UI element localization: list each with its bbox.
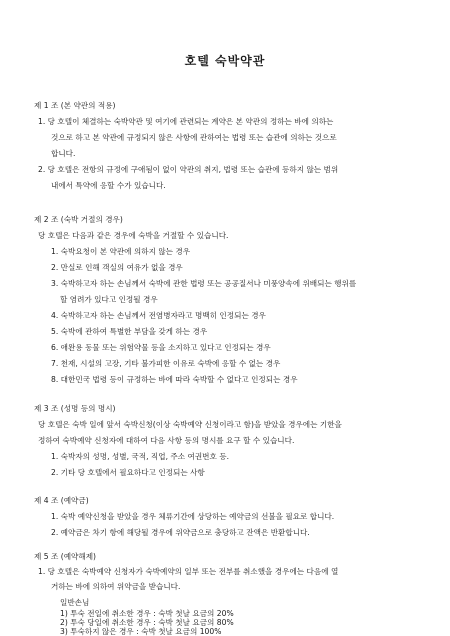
article-1-clause-2-line-2: 내에서 특약에 응할 수가 있습니다. xyxy=(51,181,166,190)
article-2-heading: 제 2 조 (숙박 거절의 경우) xyxy=(34,215,123,224)
article-1-clause-1-line-2: 것으로 하고 본 약관에 규정되지 않은 사항에 관하여는 법령 또는 습관에 의하는 것으로 xyxy=(51,133,337,142)
article-3-item: 2. 기타 당 호텔에서 필요하다고 인정되는 사항 xyxy=(51,468,205,477)
article-5-heading: 제 5 조 (예약해제) xyxy=(34,552,97,561)
article-5-clause-1-line-2: 거하는 바에 의하여 위약금을 받습니다. xyxy=(51,582,181,591)
article-5-sub-item: 3) 투숙하지 않은 경우 : 숙박 첫날 요금의 100% xyxy=(60,627,222,636)
article-5-sub-item: 2) 투숙 당일에 취소한 경우 : 숙박 첫날 요금의 80% xyxy=(60,618,234,627)
article-2-item: 8. 대한민국 법령 등이 규정하는 바에 따라 숙박할 수 없다고 인정되는 경우 xyxy=(51,375,298,384)
article-3-item: 1. 숙박자의 성명, 성별, 국적, 직업, 주소 여권번호 등. xyxy=(51,452,229,461)
article-1-clause-2-line-1: 2. 당 호텔은 전항의 규정에 구애됨이 없이 약관의 취지, 법령 또는 습관에 등하지 않는 범위 xyxy=(38,165,339,174)
article-4-item: 1. 숙박 예약신청을 받았을 경우 체류기간에 상당하는 예약금의 선불을 필요로 합니다. xyxy=(51,512,335,521)
article-3-intro-line-1: 당 호텔은 숙박 일에 앞서 숙박신청(이상 숙박예약 신청이라고 함)을 받았을 경우에는 기한을 xyxy=(38,420,342,429)
article-4-heading: 제 4 조 (예약금) xyxy=(34,496,89,505)
article-4-item: 2. 예약금은 차기 항에 해당될 경우에 위약금으로 충당하고 잔액은 반환합니다. xyxy=(51,528,310,537)
article-2-intro: 당 호텔은 다음과 같은 경우에 숙박을 거절할 수 있습니다. xyxy=(38,231,229,240)
article-2-item-continuation: 할 염려가 있다고 인정될 경우 xyxy=(60,295,158,304)
article-1-clause-1-line-1: 1. 당 호텔이 체결하는 숙박약관 및 여기에 관련되는 계약은 본 약관의 정하는 바에 의하는 xyxy=(38,117,334,126)
article-1-clause-1-line-3: 합니다. xyxy=(51,149,76,158)
article-5-sub-item: 1) 투숙 전일에 취소한 경우 : 숙박 첫날 요금의 20% xyxy=(60,609,234,618)
article-2-item: 1. 숙박요청이 본 약관에 의하지 않는 경우 xyxy=(51,247,191,256)
article-3-heading: 제 3 조 (성명 등의 명시) xyxy=(34,404,116,413)
article-2-item: 5. 숙박에 관하여 특별한 부담을 갖게 하는 경우 xyxy=(51,327,208,336)
article-2-item: 2. 만실로 인해 객실의 여유가 없을 경우 xyxy=(51,263,183,272)
article-5-clause-1-line-1: 1. 당 호텔은 숙박예약 신청자가 숙박예약의 일부 또는 전부를 취소했을 경우에는 다음에 열 xyxy=(38,567,339,576)
article-2-item: 7. 천재, 시설의 고장, 기타 불가피한 이유로 숙박에 응할 수 없는 경우 xyxy=(51,359,281,368)
article-2-item: 4. 숙박하고자 하는 손님께서 전염병자라고 명백히 인정되는 경우 xyxy=(51,311,266,320)
article-3-intro-line-2: 정하여 숙박예약 신청자에 대하여 다음 사항 등의 명시를 요구 할 수 있습니다. xyxy=(38,436,295,445)
article-2-item: 3. 숙박하고자 하는 손님께서 숙박에 관한 법령 또는 공공질서나 미풍양속에 위배되는 행위를 xyxy=(51,279,357,288)
article-1-heading: 제 1 조 (본 약관의 적용) xyxy=(34,101,116,110)
article-2-item: 6. 애완용 동물 또는 위험약물 등을 소지하고 있다고 인정되는 경우 xyxy=(51,343,271,352)
document-title: 호텔 숙박약관 xyxy=(184,54,266,68)
article-5-sub-heading: 일반손님 xyxy=(60,598,90,607)
